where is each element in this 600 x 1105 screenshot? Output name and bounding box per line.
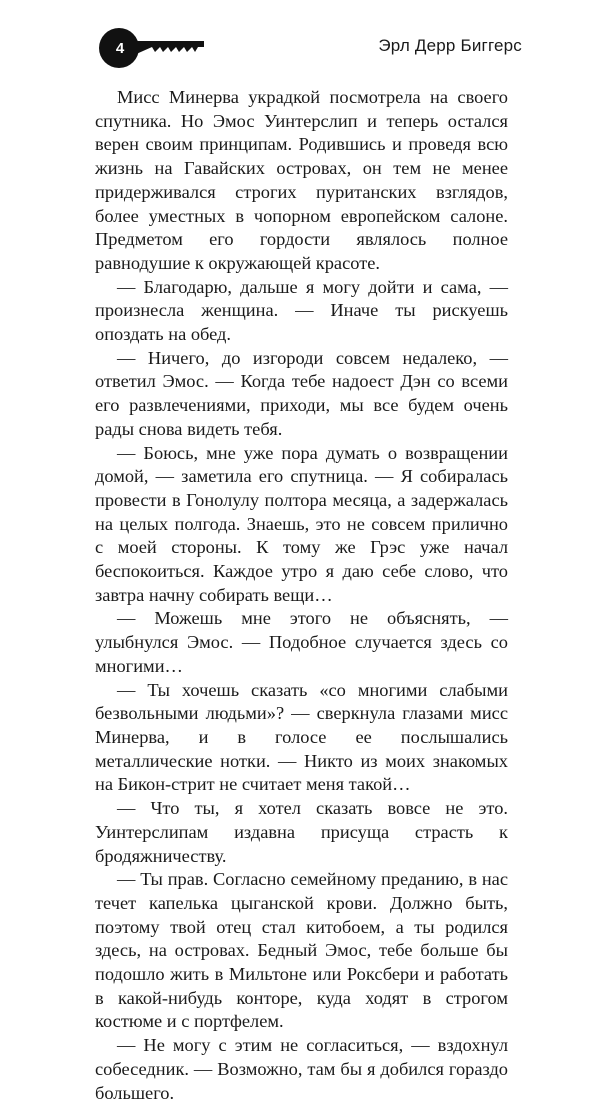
paragraph: — Что ты, я хотел сказать вовсе не это. Уинтерслипам издавна присуща страсть к бродяжничеству. [95,798,508,866]
paragraph: — Ты прав. Согласно семейному преданию, в нас течет капелька цыганской крови. Должно быть, поэтому твой отец стал китобоем, а ты родился здесь, на островах. Бедный Эмос, тебе больше бы подошло жить в Мильтоне или Роксбери и работать в какой-нибудь конторе, куда ходят в строгом костюме и с портфелем. [95,869,508,1032]
paragraph: — Боюсь, мне уже пора думать о возвращении домой, — заметила его спутница. — Я собиралась провести в Гонолулу полтора месяца, а задержалась на целых полгода. Знаешь, это не совсем прилично с моей стороны. К тому же Грэс уже начал беспокоиться. Каждое утро я даю себе слово, что завтра начну собирать вещи… [95,442,508,605]
page-number: 4 [115,39,125,57]
paragraph: — Ничего, до изгороди совсем недалеко, — ответил Эмос. — Когда тебе надоест Дэн со всеми его развлечениями, приходи, мы все будем очень рады снова видеть тебя. [95,347,508,439]
paragraph: — Благодарю, дальше я могу дойти и сама, — произнесла женщина. — Иначе ты рискуешь опоздать на обед. [95,276,508,345]
page-header [0,0,600,80]
running-head: Эрл Дерр Биггерс [378,36,522,55]
body-text [95,86,508,1105]
paragraph: — Можешь мне этого не объяснять, — улыбнулся Эмос. — Подобное случается здесь со многими… [95,608,508,676]
paragraph: — Ты хочешь сказать «со многими слабыми безвольными людьми»? — сверкнула глазами мисс Минерва, и в голосе ее послышались металлические нотки. — Никто из моих знакомых на Бикон-стрит не считает меня такой… [95,679,508,795]
paragraph: Мисс Минерва украдкой посмотрела на своего спутника. Но Эмос Уинтерслип и теперь остался верен своим принципам. Родившись и проведя всю жизнь на Гавайских островах, он тем не менее придерживался строгих пуританских взглядов, более уместных в чопорном европейском салоне. Предметом его гордости являлось полное равнодушие к окружающей красоте. [95,87,508,273]
paragraph: — Не могу с этим не согласиться, — вздохнул собеседник. — Возможно, там бы я добился гораздо большего. [95,1035,508,1103]
